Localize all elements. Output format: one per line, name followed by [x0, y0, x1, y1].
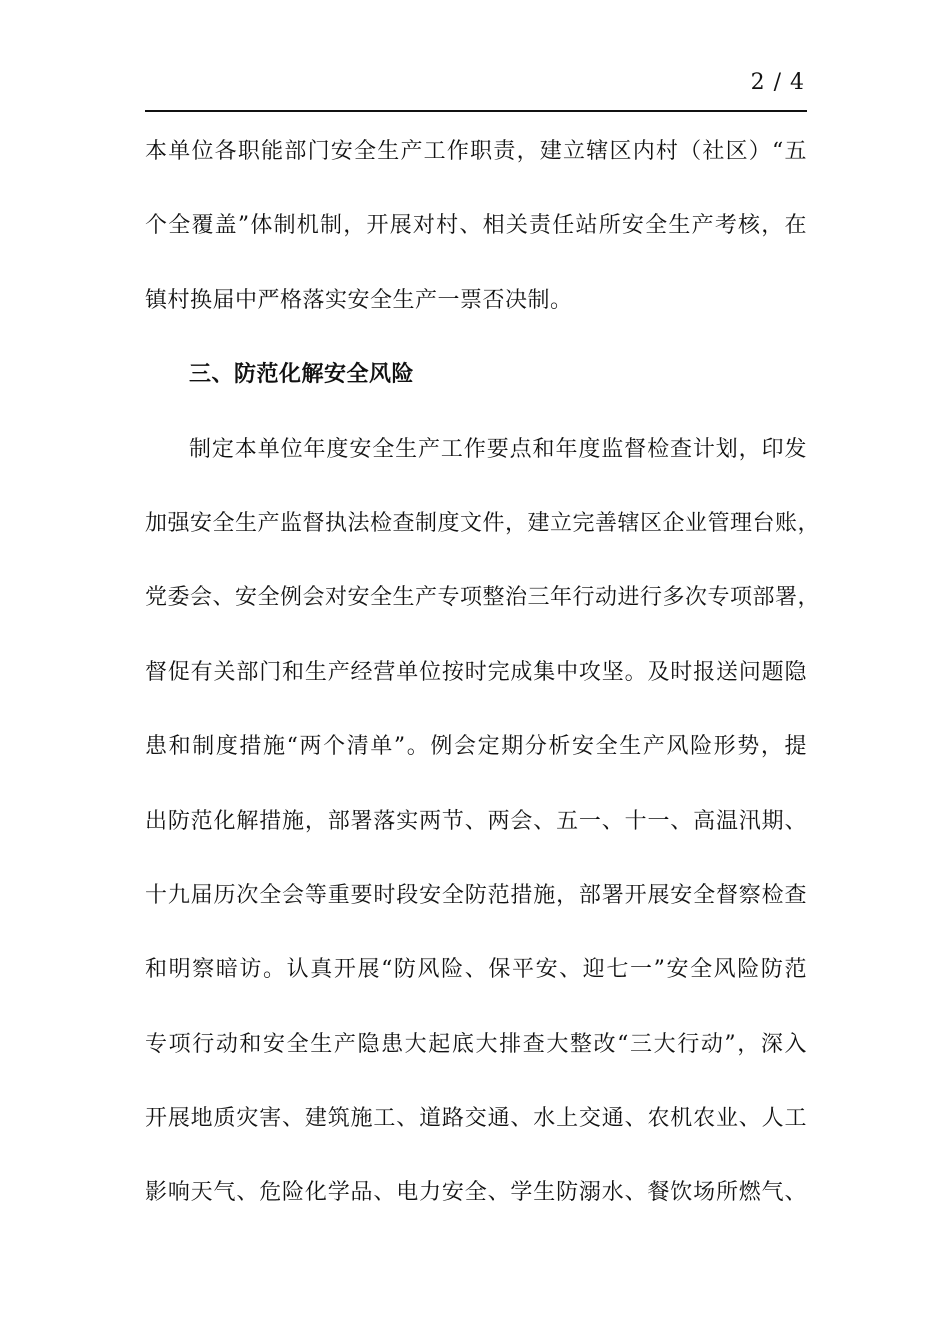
paragraph-line: 和明察暗访。认真开展“防风险、保平安、迎七一”安全风险防范 [145, 957, 807, 983]
document-body [145, 128, 821, 1244]
paragraph-line: 个全覆盖”体制机制，开展对村、相关责任站所安全生产考核，在 [145, 213, 807, 239]
paragraph-line: 专项行动和安全生产隐患大起底大排查大整改“三大行动”，深入 [145, 1031, 807, 1057]
paragraph-line: 督促有关部门和生产经营单位按时完成集中攻坚。及时报送问题隐 [145, 659, 807, 685]
paragraph-line: 影响天气、危险化学品、电力安全、学生防溺水、餐饮场所燃气、 [145, 1180, 807, 1206]
paragraph-line: 患和制度措施“两个清单”。例会定期分析安全生产风险形势，提 [145, 734, 807, 760]
paragraph-line: 镇村换届中严格落实安全生产一票否决制。 [145, 287, 573, 313]
paragraph-line: 制定本单位年度安全生产工作要点和年度监督检查计划，印发 [189, 436, 807, 462]
section-heading: 三、防范化解安全风险 [189, 362, 415, 388]
paragraph-line: 党委会、安全例会对安全生产专项整治三年行动进行多次专项部署， [145, 585, 821, 611]
page-number: 2 / 4 [750, 70, 805, 95]
paragraph-line: 本单位各职能部门安全生产工作职责，建立辖区内村（社区）“五 [145, 139, 807, 164]
paragraph-line: 十九届历次全会等重要时段安全防范措施，部署开展安全督察检查 [145, 882, 807, 908]
paragraph-line: 开展地质灾害、建筑施工、道路交通、水上交通、农机农业、人工 [145, 1106, 807, 1132]
paragraph-line: 出防范化解措施，部署落实两节、两会、五一、十一、高温汛期、 [145, 808, 807, 834]
paragraph-line: 加强安全生产监督执法检查制度文件，建立完善辖区企业管理台账， [145, 510, 821, 536]
header-rule [145, 110, 807, 112]
